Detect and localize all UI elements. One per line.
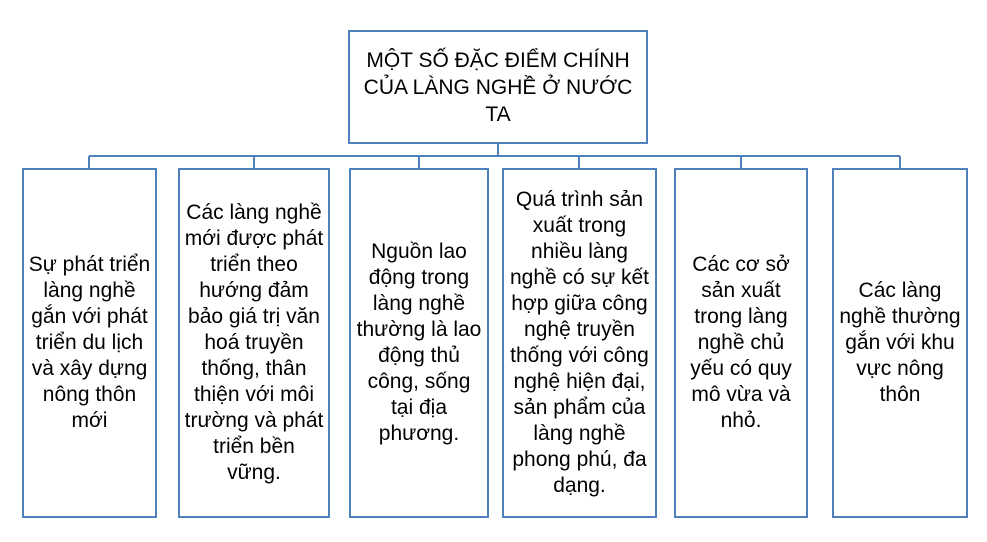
root-title-line-1: MỘT SỐ ĐẶC ĐIỂM CHÍNH	[366, 48, 630, 72]
root-title	[350, 47, 646, 128]
child-node-4-text: Quá trình sản xuất trong nhiều làng nghề có sự kết hợp giữa công nghệ truyền thống với công nghệ hiện đại, sản phẩm của làng nghề phong phú, đa dạng.	[510, 188, 649, 497]
child-node-5	[674, 168, 808, 518]
root-node	[348, 30, 648, 144]
child-node-3-text: Nguồn lao động trong làng nghề thường là lao động thủ công, sống tại địa phương.	[356, 240, 482, 445]
child-node-2-text: Các làng nghề mới được phát triển theo hướng đảm bảo giá trị văn hoá truyền thống, thân thiện với môi trường và phát triển bền vững.	[184, 201, 324, 484]
child-node-4	[502, 168, 657, 518]
child-node-5-text: Các cơ sở sản xuất trong làng nghề chủ yếu có quy mô vừa và nhỏ.	[690, 253, 792, 432]
child-node-2	[178, 168, 330, 518]
child-node-6-text: Các làng nghề thường gắn với khu vực nông thôn	[839, 279, 961, 406]
child-node-6	[832, 168, 968, 518]
root-title-line-2: CỦA LÀNG NGHỀ Ở NƯỚC TA	[363, 75, 633, 126]
child-node-1-text: Sự phát triển làng nghề gắn với phát triển du lịch và xây dựng nông thôn mới	[28, 253, 151, 432]
child-node-3	[349, 168, 489, 518]
child-node-1	[22, 168, 157, 518]
